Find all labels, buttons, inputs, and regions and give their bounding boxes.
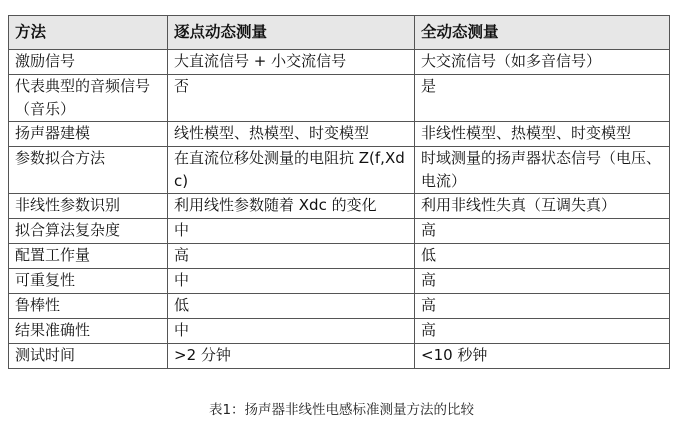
table-row (9, 319, 670, 344)
row-label: 非线性参数识别 (9, 194, 168, 219)
full-dynamic-cell: 非线性模型、热模型、时变模型 (415, 122, 670, 147)
table-row (9, 294, 670, 319)
row-label: 参数拟合方法 (9, 147, 168, 194)
full-dynamic-cell: 时域测量的扬声器状态信号（电压、电流） (415, 147, 670, 194)
table-row (9, 344, 670, 369)
table-caption: 表1：扬声器非线性电感标准测量方法的比较 (208, 402, 475, 418)
pointwise-cell: 在直流位移处测量的电阻抗 Z(f,Xdc) (168, 147, 415, 194)
row-label: 鲁棒性 (9, 294, 168, 319)
header-method: 方法 (9, 16, 168, 50)
pointwise-cell: 利用线性参数随着 Xdc 的变化 (168, 194, 415, 219)
pointwise-cell: 中 (168, 219, 415, 244)
pointwise-cell: >2 分钟 (168, 344, 415, 369)
table-row (9, 147, 670, 194)
row-label: 可重复性 (9, 269, 168, 294)
header-full-dynamic: 全动态测量 (415, 16, 670, 50)
row-label: 扬声器建模 (9, 122, 168, 147)
full-dynamic-cell: 高 (415, 294, 670, 319)
row-label: 代表典型的音频信号（音乐） (9, 75, 168, 122)
comparison-table (8, 15, 670, 369)
pointwise-cell: 中 (168, 319, 415, 344)
pointwise-cell: 高 (168, 244, 415, 269)
full-dynamic-cell: 高 (415, 269, 670, 294)
row-label: 配置工作量 (9, 244, 168, 269)
table-row (9, 244, 670, 269)
table-row (9, 75, 670, 122)
table-row (9, 122, 670, 147)
pointwise-cell: 中 (168, 269, 415, 294)
pointwise-cell: 大直流信号 + 小交流信号 (168, 50, 415, 75)
table-row (9, 194, 670, 219)
row-label: 测试时间 (9, 344, 168, 369)
full-dynamic-cell: 高 (415, 319, 670, 344)
pointwise-cell: 否 (168, 75, 415, 122)
full-dynamic-cell: 低 (415, 244, 670, 269)
pointwise-cell: 低 (168, 294, 415, 319)
table-row (9, 50, 670, 75)
row-label: 激励信号 (9, 50, 168, 75)
row-label: 拟合算法复杂度 (9, 219, 168, 244)
table-header-row (9, 16, 670, 50)
table-row (9, 219, 670, 244)
table-row (9, 269, 670, 294)
pointwise-cell: 线性模型、热模型、时变模型 (168, 122, 415, 147)
full-dynamic-cell: <10 秒钟 (415, 344, 670, 369)
full-dynamic-cell: 是 (415, 75, 670, 122)
header-pointwise-dynamic: 逐点动态测量 (168, 16, 415, 50)
full-dynamic-cell: 高 (415, 219, 670, 244)
row-label: 结果准确性 (9, 319, 168, 344)
full-dynamic-cell: 大交流信号（如多音信号） (415, 50, 670, 75)
full-dynamic-cell: 利用非线性失真（互调失真） (415, 194, 670, 219)
